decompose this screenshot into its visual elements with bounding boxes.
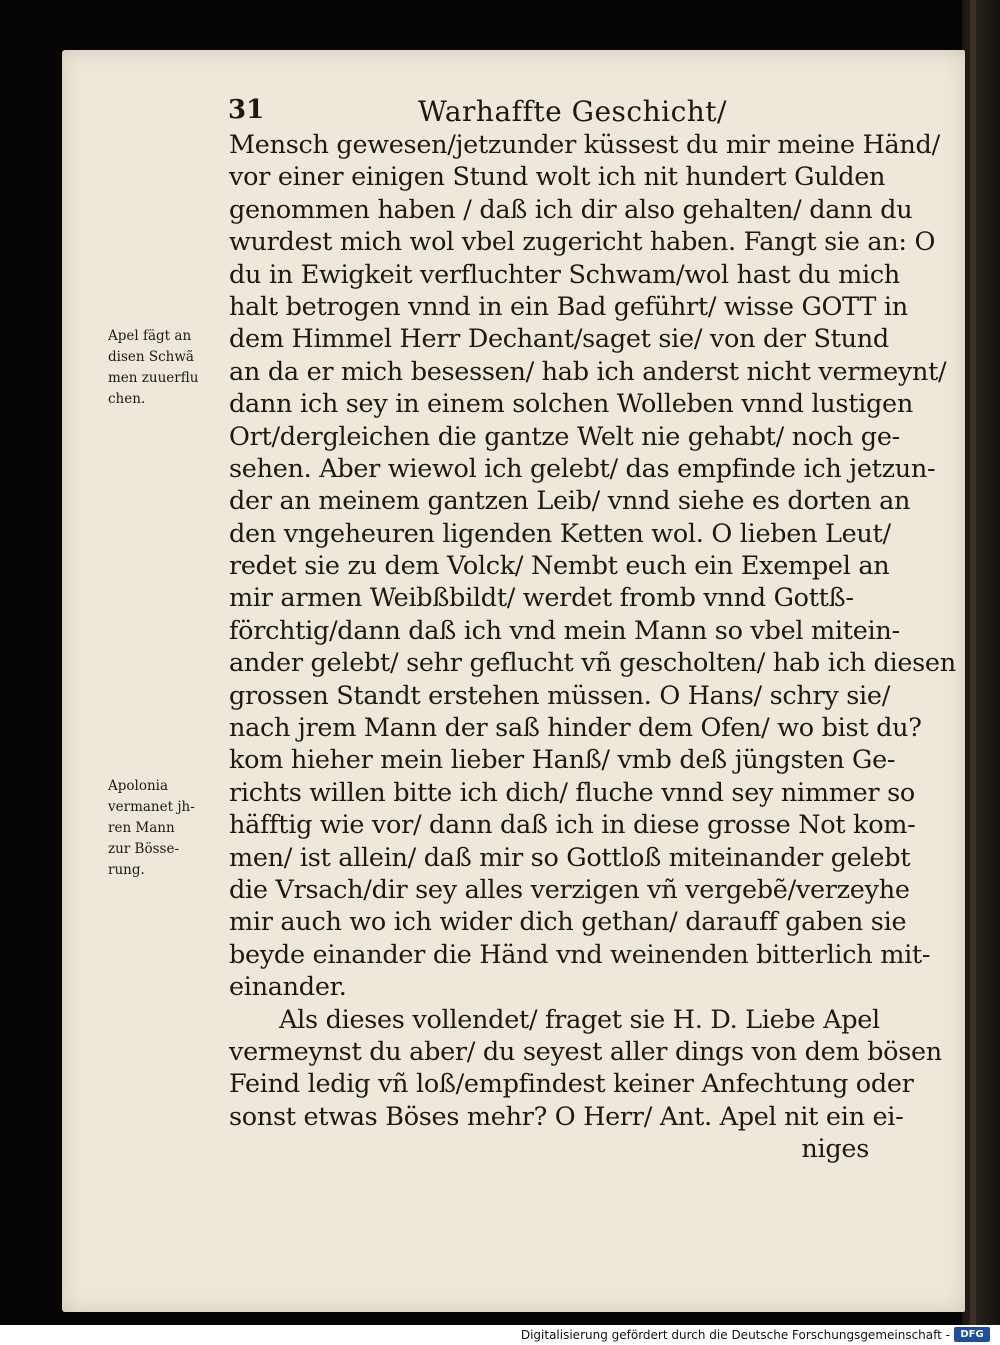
marginal-line: disen Schwã (108, 349, 194, 365)
text-line: ander gelebt/ sehr geflucht vñ gescholten/ hab ich diesen (229, 648, 956, 679)
marginal-note (108, 776, 228, 881)
text-line: Mensch gewesen/jetzunder küssest du mir meine Händ/ (229, 130, 940, 160)
text-line: Feind ledig vñ loß/empfindest keiner Anfechtung oder (229, 1069, 914, 1100)
text-line: men/ ist allein/ daß mir so Gottloß miteinander gelebt (229, 842, 911, 873)
page-number: 31 (228, 95, 265, 125)
text-line: beyde einander die Händ vnd weinenden bitterlich mit- (229, 939, 931, 970)
marginal-line: vermanet jh- (108, 799, 195, 815)
text-line: mir auch wo ich wider dich gethan/ darauff gaben sie (229, 907, 907, 938)
book-cover-edge (962, 0, 1000, 1325)
marginal-note (108, 326, 228, 410)
text-line: an da er mich besessen/ hab ich anderst nicht vermeynt/ (229, 356, 947, 387)
marginal-line: Apel fägt an (108, 328, 192, 344)
text-line: dann ich sey in einem solchen Wolleben vnnd lustigen (229, 389, 913, 420)
text-line: förchtig/dann daß ich vnd mein Mann so vbel mitein- (229, 615, 900, 646)
catchword: niges (801, 1134, 869, 1165)
dfg-logo: DFG (954, 1327, 990, 1342)
text-line: vermeynst du aber/ du seyest aller dings von dem bösen (229, 1036, 942, 1067)
text-line: richts willen bitte ich dich/ fluche vnnd sey nimmer so (229, 777, 915, 808)
text-line: Ort/dergleichen die gantze Welt nie gehabt/ noch ge- (229, 421, 900, 452)
marginal-line: zur Bösse- (108, 841, 180, 857)
text-line: einander. (229, 972, 347, 1003)
marginal-line: Apolonia (108, 778, 169, 794)
text-line: vor einer einigen Stund wolt ich nit hundert Gulden (229, 162, 886, 193)
text-line: häfftig wie vor/ dann daß ich in diese grosse Not kom- (229, 810, 916, 841)
running-title: Warhaffte Geschicht/ (418, 95, 727, 128)
marginal-line: ren Mann (108, 820, 175, 836)
footer-bar (0, 1325, 1000, 1345)
text-line: sonst etwas Böses mehr? O Herr/ Ant. Apel nit ein ei- (229, 1101, 904, 1132)
cover-binding-stripe (970, 0, 976, 1325)
funding-credit: Digitalisierung gefördert durch die Deutsche Forschungsgemeinschaft - (520, 1328, 950, 1342)
text-line: nach jrem Mann der saß hinder dem Ofen/ wo bist du? (229, 713, 922, 744)
main-text-block (229, 129, 956, 1166)
text-line: du in Ewigkeit verfluchter Schwam/wol hast du mich (229, 259, 900, 290)
marginal-line: men zuuerflu (108, 370, 199, 386)
running-head (228, 95, 868, 131)
marginal-line: chen. (108, 391, 146, 407)
marginal-line: rung. (108, 862, 145, 878)
text-line: den vngeheuren ligenden Ketten wol. O lieben Leut/ (229, 518, 891, 549)
text-line: der an meinem gantzen Leib/ vnnd siehe es dorten an (229, 486, 911, 517)
text-line: Als dieses vollendet/ fraget sie H. D. Liebe Apel (279, 1004, 880, 1035)
text-line: sehen. Aber wiewol ich gelebt/ das empfinde ich jetzun- (229, 453, 936, 484)
text-line: mir armen Weibßbildt/ werdet fromb vnnd Gottß- (229, 583, 854, 614)
text-line: redet sie zu dem Volck/ Nembt euch ein Exempel an (229, 551, 890, 582)
text-line: grossen Standt erstehen müssen. O Hans/ schry sie/ (229, 680, 890, 711)
text-line: dem Himmel Herr Dechant/saget sie/ von der Stund (229, 324, 889, 355)
text-line: kom hieher mein lieber Hanß/ vmb deß jüngsten Ge- (229, 745, 896, 776)
text-line: die Vrsach/dir sey alles verzigen vñ vergebẽ/verzeyhe (229, 874, 910, 905)
text-line: wurdest mich wol vbel zugericht haben. Fangt sie an: O (229, 227, 936, 258)
text-line: halt betrogen vnnd in ein Bad geführt/ wisse GOTT in (229, 291, 908, 322)
text-line: genommen haben / daß ich dir also gehalten/ dann du (229, 194, 913, 225)
